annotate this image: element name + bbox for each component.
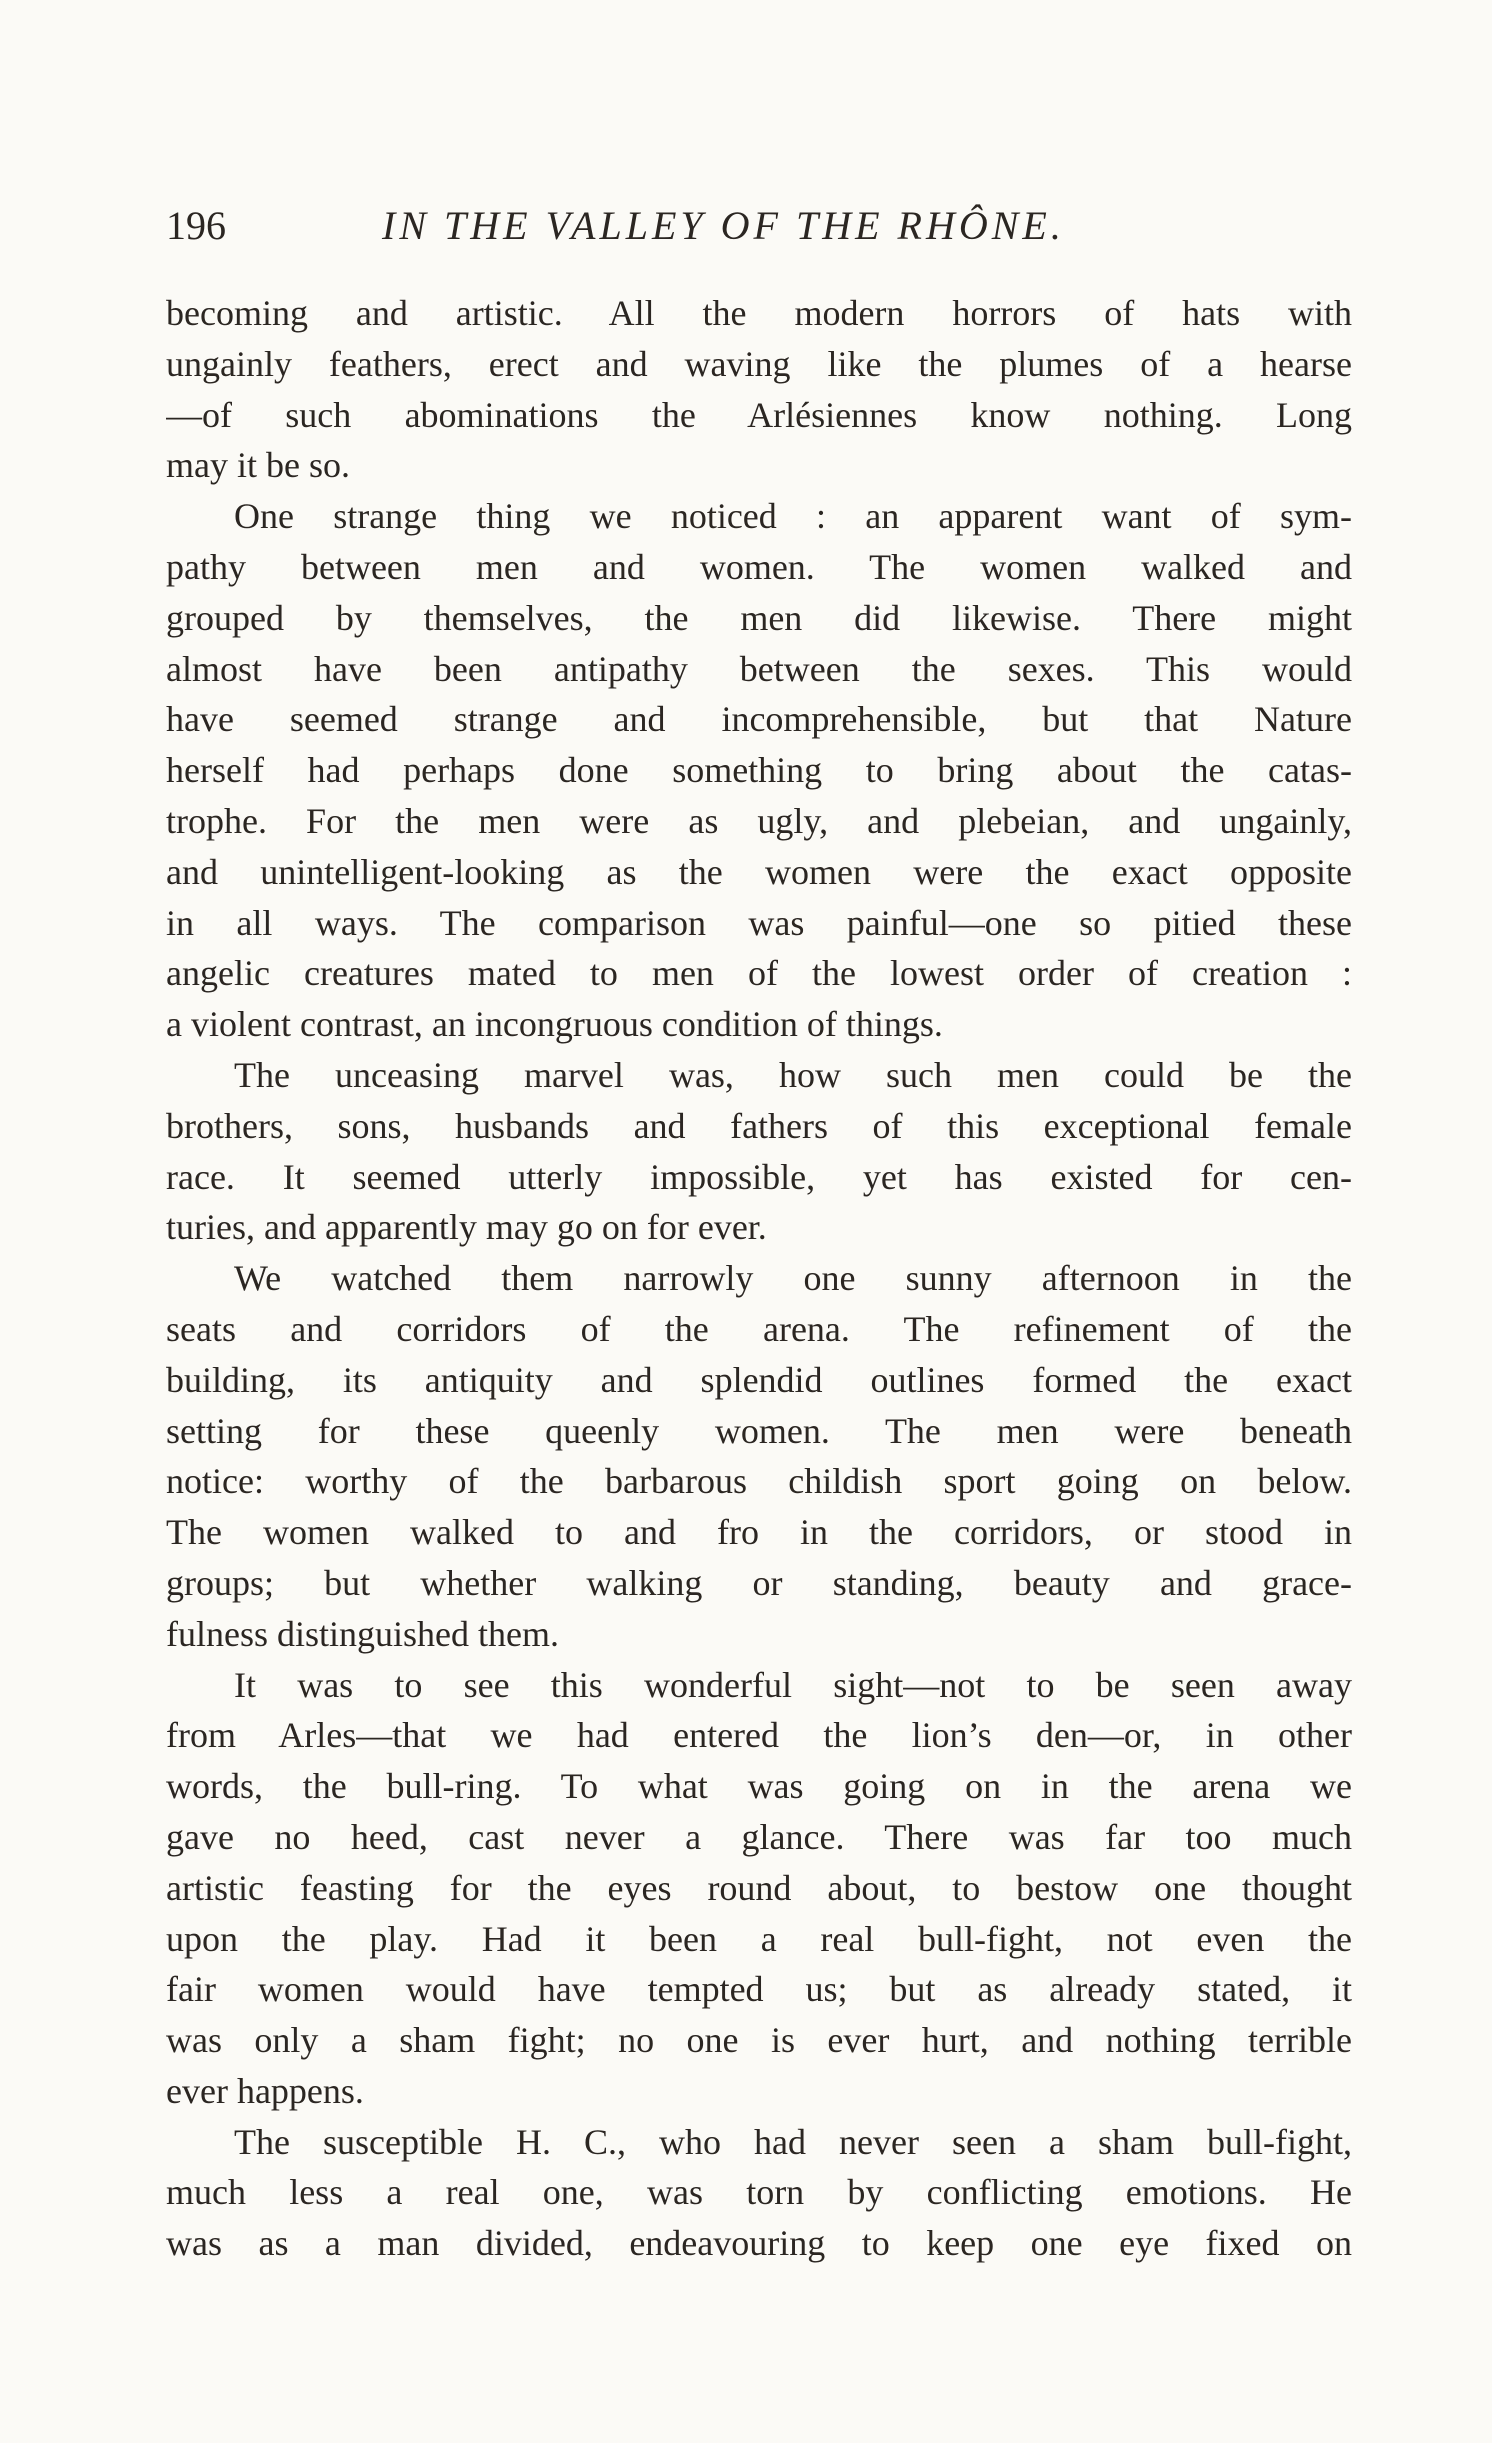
text-line: angelic creatures mated to men of the lowest order of creation : (166, 953, 1352, 994)
text-line: a violent contrast, an incongruous condition of things. (166, 1004, 943, 1045)
text-line: turies, and apparently may go on for ever. (166, 1207, 767, 1248)
text-line: was as a man divided, endeavouring to keep one eye fixed on (166, 2223, 1352, 2264)
text-line: and unintelligent-looking as the women were the exact opposite (166, 851, 1352, 892)
text-line: fair women would have tempted us; but as already stated, it (166, 1969, 1352, 2010)
text-line: One strange thing we noticed : an apparent want of sym- (234, 496, 1352, 537)
text-line: fulness distinguished them. (166, 1613, 559, 1654)
running-head (166, 196, 1352, 256)
text-line: grouped by themselves, the men did likewise. There might (166, 597, 1352, 638)
text-line: The susceptible H. C., who had never seen a sham bull-fight, (234, 2121, 1352, 2162)
text-line: was only a sham fight; no one is ever hurt, and nothing terrible (166, 2020, 1352, 2061)
text-line: brothers, sons, husbands and fathers of this exceptional female (166, 1105, 1352, 1146)
text-line: building, its antiquity and splendid outlines formed the exact (166, 1359, 1352, 1400)
text-line: from Arles—that we had entered the lion’s den—or, in other (166, 1715, 1352, 1756)
text-line: herself had perhaps done something to bring about the catas- (166, 750, 1352, 791)
text-line: in all ways. The comparison was painful—one so pitied these (166, 902, 1352, 943)
text-line: We watched them narrowly one sunny afternoon in the (234, 1258, 1352, 1299)
text-line: race. It seemed utterly impossible, yet has existed for cen- (166, 1156, 1352, 1197)
text-line: trophe. For the men were as ugly, and plebeian, and ungainly, (166, 800, 1352, 841)
text-line: gave no heed, cast never a glance. There was far too much (166, 1816, 1352, 1857)
text-line: becoming and artistic. All the modern horrors of hats with (166, 293, 1352, 333)
text-line: much less a real one, was torn by conflicting emotions. He (166, 2172, 1352, 2213)
text-line: It was to see this wonderful sight—not to be seen away (234, 1664, 1352, 1705)
text-line: seats and corridors of the arena. The refinement of the (166, 1308, 1352, 1349)
text-line: have seemed strange and incomprehensible, but that Nature (166, 699, 1352, 740)
text-line: may it be so. (166, 445, 350, 486)
text-line: ever happens. (166, 2070, 364, 2111)
page-number: 196 (166, 203, 226, 248)
text-line: notice: worthy of the barbarous childish sport going on below. (166, 1461, 1352, 1502)
text-line: pathy between men and women. The women walked and (166, 546, 1352, 587)
text-line: setting for these queenly women. The men were beneath (166, 1410, 1352, 1451)
text-line: words, the bull-ring. To what was going on in the arena we (166, 1766, 1352, 1807)
text-line: upon the play. Had it been a real bull-fight, not even the (166, 1918, 1352, 1959)
text-line: artistic feasting for the eyes round about, to bestow one thought (166, 1867, 1352, 1908)
text-line: almost have been antipathy between the sexes. This would (166, 648, 1352, 689)
text-line: ungainly feathers, erect and waving like the plumes of a hearse (166, 343, 1352, 384)
text-line: groups; but whether walking or standing, beauty and grace- (166, 1562, 1352, 1603)
running-title: IN THE VALLEY OF THE RHÔNE. (382, 203, 1065, 248)
text-line: The unceasing marvel was, how such men could be the (234, 1054, 1352, 1095)
text-line: The women walked to and fro in the corridors, or stood in (166, 1512, 1352, 1553)
body-text (166, 288, 1352, 2269)
text-line: —of such abominations the Arlésiennes know nothing. Long (166, 394, 1352, 435)
